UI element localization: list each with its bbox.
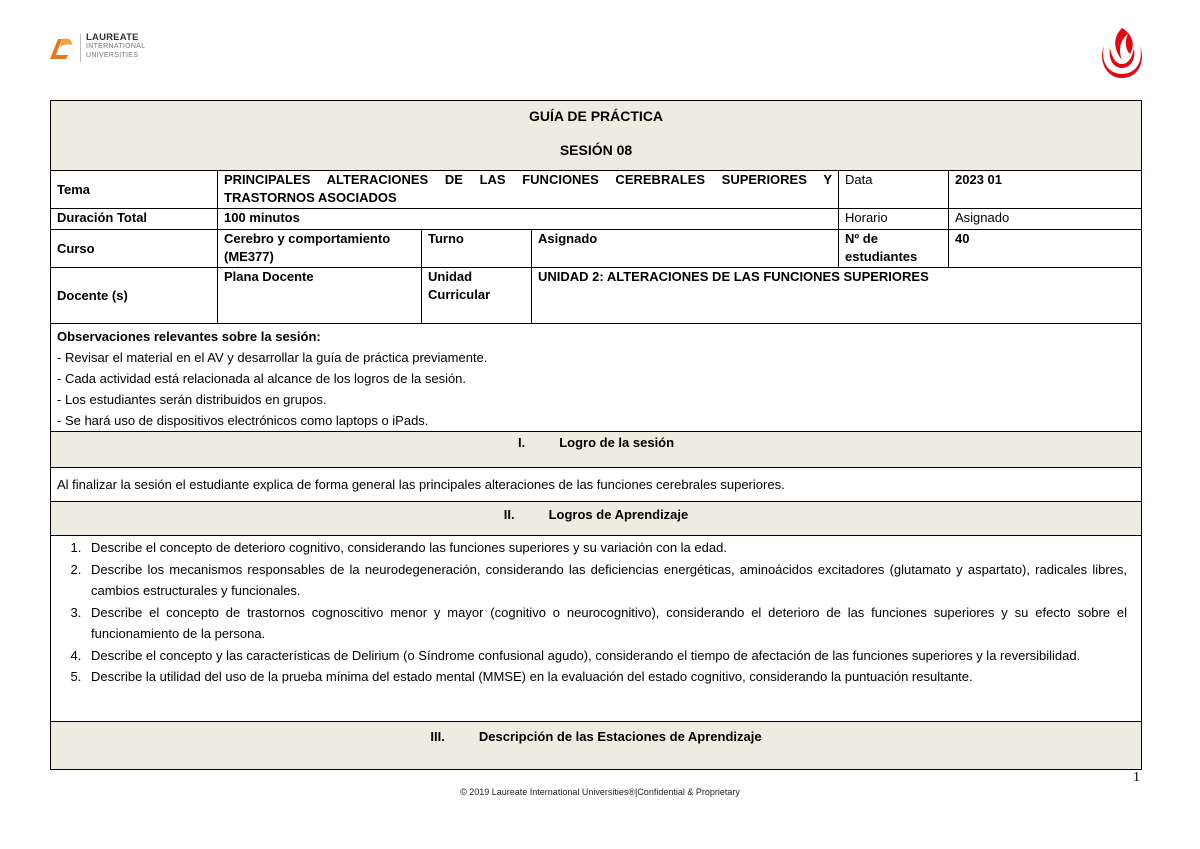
observaciones-cell [51, 324, 1142, 432]
guide-title-cell [51, 101, 1142, 171]
logro-item: 2. Describe los mecanismos responsables de la neurodegeneración, considerando las deficiencias energéticas, aminoácidos excitadores (glutamato y aspartato), radicales libres, cambios estructurales y funcionales. [85, 559, 1127, 602]
unidad-label-line1: Unidad [428, 269, 473, 284]
laureate-leaf-icon [48, 35, 74, 61]
turno-value: Asignado [532, 230, 839, 268]
estudiantes-value: 40 [949, 230, 1142, 268]
tema-value: PRINCIPALES ALTERACIONES DE LAS FUNCIONES CEREBRALES SUPERIORES Y TRASTORNOS ASOCIADOS [218, 171, 839, 209]
observacion-item: - Revisar el material en el AV y desarrollar la guía de práctica previamente. [57, 350, 488, 365]
unidad-label [422, 268, 532, 324]
duracion-value: 100 minutos [218, 209, 839, 230]
logro-item: 5. Describe la utilidad del uso de la prueba mínima del estado mental (MMSE) en la evaluación del estado cognitivo, considerando la puntuación resultante. [85, 666, 1127, 688]
observacion-item: - Se hará uso de dispositivos electrónicos como laptops o iPads. [57, 413, 429, 428]
horario-label: Horario [839, 209, 949, 230]
section-2-number: II. [503, 507, 515, 522]
curso-name: Cerebro y comportamiento [224, 231, 391, 246]
practice-guide-table [50, 100, 1142, 770]
duracion-label: Duración Total [51, 209, 218, 230]
estudiantes-label [839, 230, 949, 268]
guide-title: GUÍA DE PRÁCTICA [529, 108, 664, 124]
data-label: Data [839, 171, 949, 209]
section-2-title: Logros de Aprendizaje [548, 507, 689, 522]
observacion-item: - Cada actividad está relacionada al alcance de los logros de la sesión. [57, 371, 467, 386]
unidad-label-line2: Curricular [428, 287, 491, 302]
logro-item: 4. Describe el concepto y las características de Delirium (o Síndrome confusional agudo), considerando el tiempo de afectación de las funciones superiores y la reversibilidad. [85, 645, 1127, 667]
logro-item: 3. Describe el concepto de trastornos cognoscitivo menor y mayor (cognitivo o neurocognitivo), considerando el deterioro de las funciones superiores y su efecto sobre el funcionamiento de la persona. [85, 602, 1127, 645]
curso-label: Curso [51, 230, 218, 268]
footer-copyright: © 2019 Laureate International Universities®|Confidential & Proprietary [460, 787, 740, 797]
section-1-header [51, 432, 1142, 468]
observaciones-title: Observaciones relevantes sobre la sesión: [57, 329, 321, 344]
laureate-logo [48, 32, 158, 64]
section-3-header [51, 722, 1142, 770]
logros-list [57, 537, 1127, 688]
turno-label: Turno [422, 230, 532, 268]
section-3-number: III. [430, 729, 445, 744]
upc-flame-logo-icon [1094, 24, 1150, 84]
logro-item: 1. Describe el concepto de deterioro cognitivo, considerando las funciones superiores y su variación con la edad. [85, 537, 1127, 559]
section-1-title: Logro de la sesión [559, 435, 675, 450]
data-value: 2023 01 [949, 171, 1142, 209]
estudiantes-label-line1: Nº de [845, 231, 878, 246]
horario-value: Asignado [949, 209, 1142, 230]
section-2-list-cell [51, 536, 1142, 722]
logo-line-2: INTERNATIONAL [86, 43, 146, 50]
page-number: 1 [1133, 770, 1140, 785]
docente-value: Plana Docente [218, 268, 422, 324]
section-1-number: I. [517, 435, 526, 450]
curso-code: (ME377) [224, 249, 274, 264]
curso-value [218, 230, 422, 268]
observacion-item: - Los estudiantes serán distribuidos en grupos. [57, 392, 327, 407]
logo-separator [80, 34, 81, 62]
logo-line-3: UNIVERSITIES [86, 52, 139, 59]
section-2-header [51, 502, 1142, 536]
unidad-value: UNIDAD 2: ALTERACIONES DE LAS FUNCIONES SUPERIORES [532, 268, 1142, 324]
session-title: SESIÓN 08 [559, 142, 633, 158]
estudiantes-label-line2: estudiantes [845, 249, 918, 264]
section-1-text: Al finalizar la sesión el estudiante explica de forma general las principales alteraciones de las funciones cerebrales superiores. [51, 468, 1142, 502]
tema-label: Tema [51, 171, 218, 209]
section-3-title: Descripción de las Estaciones de Aprendizaje [478, 729, 762, 744]
logo-name: LAUREATE [86, 32, 139, 43]
docente-label: Docente (s) [51, 268, 218, 324]
